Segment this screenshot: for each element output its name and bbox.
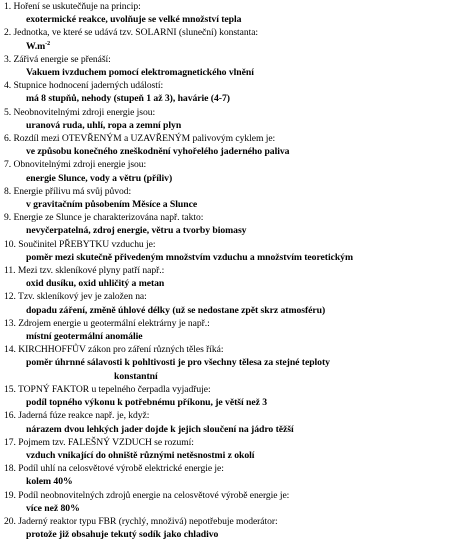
answer-text: podíl topného výkonu k potřebnému příkonu, je větší než 3 [26, 397, 267, 409]
answer-text: exotermické reakce, uvolňuje se velké množství tepla [26, 14, 242, 26]
answer-text: dopadu záření, změně úhlové délky (už se nedostane zpět skrz atmosféru) [26, 304, 326, 316]
question-text: 11. Mezi tzv. skleníkové plyny patří např.: [4, 265, 165, 277]
question-8 [4, 185, 460, 211]
answer-text: poměr úhrnné sálavosti k pohltivosti je pro všechny tělesa za stejné teploty [26, 357, 330, 369]
question-20 [4, 515, 460, 541]
answer-text: v gravitačním působením Měsíce a Slunce [26, 199, 198, 211]
document-page [4, 0, 460, 541]
question-18 [4, 462, 460, 488]
question-6 [4, 132, 460, 158]
answer-text: má 8 stupňů, nehody (stupeň 1 až 3), havárie (4-7) [26, 93, 230, 105]
question-text: 2. Jednotka, ve které se udává tzv. SOLARNI (sluneční) konstanta: [4, 27, 259, 39]
answer-text: oxid dusíku, oxid uhličitý a metan [26, 278, 165, 290]
question-text: 16. Jaderná fúze reakce např. je, když: [4, 410, 150, 422]
question-5 [4, 106, 460, 132]
question-text: 6. Rozdíl mezi OTEVŘENÝM a UZAVŘENÝM palivovým cyklem je: [4, 133, 276, 145]
answer-text: nárazem dvou lehkých jader dojde k jejich sloučení na jádro těžší [26, 423, 294, 435]
question-4 [4, 79, 460, 105]
question-16 [4, 409, 460, 435]
question-text: 18. Podíl uhlí na celosvětové výrobě elektrické energie je: [4, 463, 224, 475]
question-text: 7. Obnovitelnými zdroji energie jsou: [4, 159, 147, 171]
question-15 [4, 383, 460, 409]
answer-text: protože již obsahuje tekutý sodík jako chladivo [26, 529, 219, 541]
answer-text: energie Slunce, vody a větru (příliv) [26, 172, 173, 184]
question-text: 20. Jaderný reaktor typu FBR (rychlý, množivá) nepotřebuje moderátor: [4, 515, 278, 527]
question-text: 1. Hoření se uskutečňuje na princip: [4, 1, 141, 12]
answer-exponent: -2 [45, 40, 51, 47]
question-text: 14. KIRCHHOFFŮV zákon pro záření různých těles říká: [4, 344, 224, 356]
question-11 [4, 264, 460, 290]
question-text: 13. Zdrojem energie u geotermální elektrárny je např.: [4, 317, 210, 329]
question-19 [4, 489, 460, 515]
answer-text: místní geotermální anomálie [26, 331, 143, 343]
question-3 [4, 53, 460, 79]
answer-text: W.m [26, 40, 46, 52]
answer-text: poměr mezi skutečně přivedeným množstvím vzduchu a množstvím teoretickým [26, 251, 353, 263]
question-text: 4. Stupnice hodnocení jaderných událostí: [4, 80, 164, 92]
question-17 [4, 436, 460, 462]
question-text: 9. Energie ze Slunce je charakterizována např. takto: [4, 212, 204, 224]
question-text: 5. Neobnovitelnými zdroji energie jsou: [4, 106, 156, 118]
answer-text: kolem 40% [26, 476, 73, 488]
answer-text: Vakuem ivzduchem pomocí elektromagnetického vlnění [26, 67, 254, 79]
question-text: 8. Energie přílivu má svůj původ: [4, 185, 132, 197]
question-13 [4, 317, 460, 343]
question-9 [4, 211, 460, 237]
question-14 [4, 343, 460, 383]
question-text: 3. Zářivá energie se přenáší: [4, 53, 111, 65]
answer-text: vzduch vnikající do ohniště různými netěsnostmi z okolí [26, 449, 255, 461]
question-12 [4, 290, 460, 316]
answer-text: uranová ruda, uhlí, ropa a zemní plyn [26, 119, 182, 131]
question-text: 12. Tzv. skleníkový jev je založen na: [4, 291, 147, 303]
question-text: 10. Součinitel PŘEBYTKU vzduchu je: [4, 238, 156, 250]
question-text: 15. TOPNÝ FAKTOR u tepelného čerpadla vyjadřuje: [4, 383, 211, 395]
question-2 [4, 26, 460, 52]
answer-text: nevyčerpatelná, zdroj energie, větru a tvorby biomasy [26, 225, 247, 237]
question-7 [4, 158, 460, 184]
answer-line [4, 40, 460, 53]
question-text: 17. Pojmem tzv. FALEŠNÝ VZDUCH se rozumí: [4, 436, 194, 448]
answer-text: více než 80% [26, 502, 80, 514]
question-1 [4, 0, 460, 26]
answer-text: ve způsobu konečného zneškodnění vyhořelého jaderného paliva [26, 146, 290, 158]
question-10 [4, 238, 460, 264]
question-text: 19. Podíl neobnovitelných zdrojů energie na celosvětové výrobě energie je: [4, 489, 290, 501]
answer-text-continued: konstantní [114, 370, 158, 382]
